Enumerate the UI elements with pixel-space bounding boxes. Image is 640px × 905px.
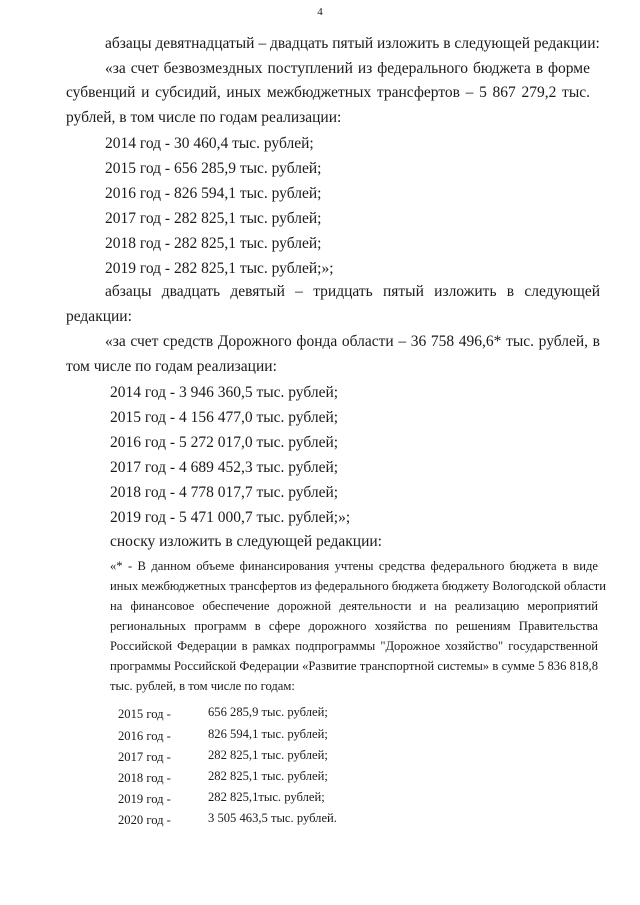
block1-year-item: 2014 год - 30 460,4 тыс. рублей;: [105, 135, 314, 152]
block2-text-line: «за счет средств Дорожного фонда области – 36 758 496,6* тыс. рублей, в: [105, 333, 600, 350]
footnote-year-label: 2019 год -: [118, 792, 171, 806]
footnote-line: программы Российской Федерации «Развитие транспортной системы» в сумме 5 836 818,8: [110, 659, 598, 673]
footnote-year-label: 2016 год -: [118, 729, 171, 743]
block2-year-item: 2014 год - 3 946 360,5 тыс. рублей;: [110, 384, 339, 401]
footnote-line: на финансовое обеспечение дорожной деятельности и на реализацию мероприятий: [110, 599, 598, 613]
block2-intro-line: абзацы двадцать девятый – тридцать пятый изложить в следующей: [105, 283, 600, 300]
page-number: 4: [317, 6, 323, 18]
footnote-line: региональных программ в сфере дорожного хозяйства по решениям Правительства: [110, 619, 598, 633]
footnote-intro: сноску изложить в следующей редакции:: [110, 533, 382, 550]
footnote-line: «* - В данном объеме финансирования учтены средства федерального бюджета в виде: [110, 559, 598, 573]
footnote-year-label: 2017 год -: [118, 750, 171, 764]
block2-year-item: 2016 год - 5 272 017,0 тыс. рублей;: [110, 434, 339, 451]
footnote-year-label: 2018 год -: [118, 771, 171, 785]
footnote-line: Российской Федерации в рамках подпрограммы "Дорожное хозяйство" государственной: [110, 639, 598, 653]
footnote-year-value: 3 505 463,5 тыс. рублей.: [208, 811, 337, 825]
block1-year-item: 2019 год - 282 825,1 тыс. рублей;»;: [105, 260, 334, 277]
footnote-year-value: 282 825,1тыс. рублей;: [208, 790, 325, 804]
footnote-year-label: 2020 год -: [118, 813, 171, 827]
footnote-year-value: 282 825,1 тыс. рублей;: [208, 748, 328, 762]
block1-text-line: субвенций и субсидий, иных межбюджетных трансфертов – 5 867 279,2 тыс.: [66, 84, 590, 101]
block2-year-item: 2019 год - 5 471 000,7 тыс. рублей;»;: [110, 509, 351, 526]
block2-year-item: 2017 год - 4 689 452,3 тыс. рублей;: [110, 459, 339, 476]
block1-year-item: 2016 год - 826 594,1 тыс. рублей;: [105, 185, 322, 202]
block2-year-item: 2015 год - 4 156 477,0 тыс. рублей;: [110, 409, 339, 426]
footnote-year-value: 656 285,9 тыс. рублей;: [208, 705, 328, 719]
block1-text-line: «за счет безвозмездных поступлений из федерального бюджета в форме: [105, 60, 590, 77]
block2-intro-line: редакции:: [66, 308, 132, 325]
block1-text-line: рублей, в том числе по годам реализации:: [66, 109, 342, 126]
footnote-year-value: 282 825,1 тыс. рублей;: [208, 769, 328, 783]
footnote-year-value: 826 594,1 тыс. рублей;: [208, 727, 328, 741]
block1-year-item: 2015 год - 656 285,9 тыс. рублей;: [105, 160, 322, 177]
footnote-line: иных межбюджетных трансфертов из федерального бюджета бюджету Вологодской области: [110, 579, 607, 593]
block1-intro: абзацы девятнадцатый – двадцать пятый изложить в следующей редакции:: [105, 35, 600, 52]
block2-text-line: том числе по годам реализации:: [66, 358, 277, 375]
block1-year-item: 2018 год - 282 825,1 тыс. рублей;: [105, 235, 322, 252]
footnote-line: тыс. рублей, в том числе по годам:: [110, 679, 295, 693]
footnote-year-label: 2015 год -: [118, 707, 171, 721]
block2-year-item: 2018 год - 4 778 017,7 тыс. рублей;: [110, 484, 339, 501]
block1-year-item: 2017 год - 282 825,1 тыс. рублей;: [105, 210, 322, 227]
